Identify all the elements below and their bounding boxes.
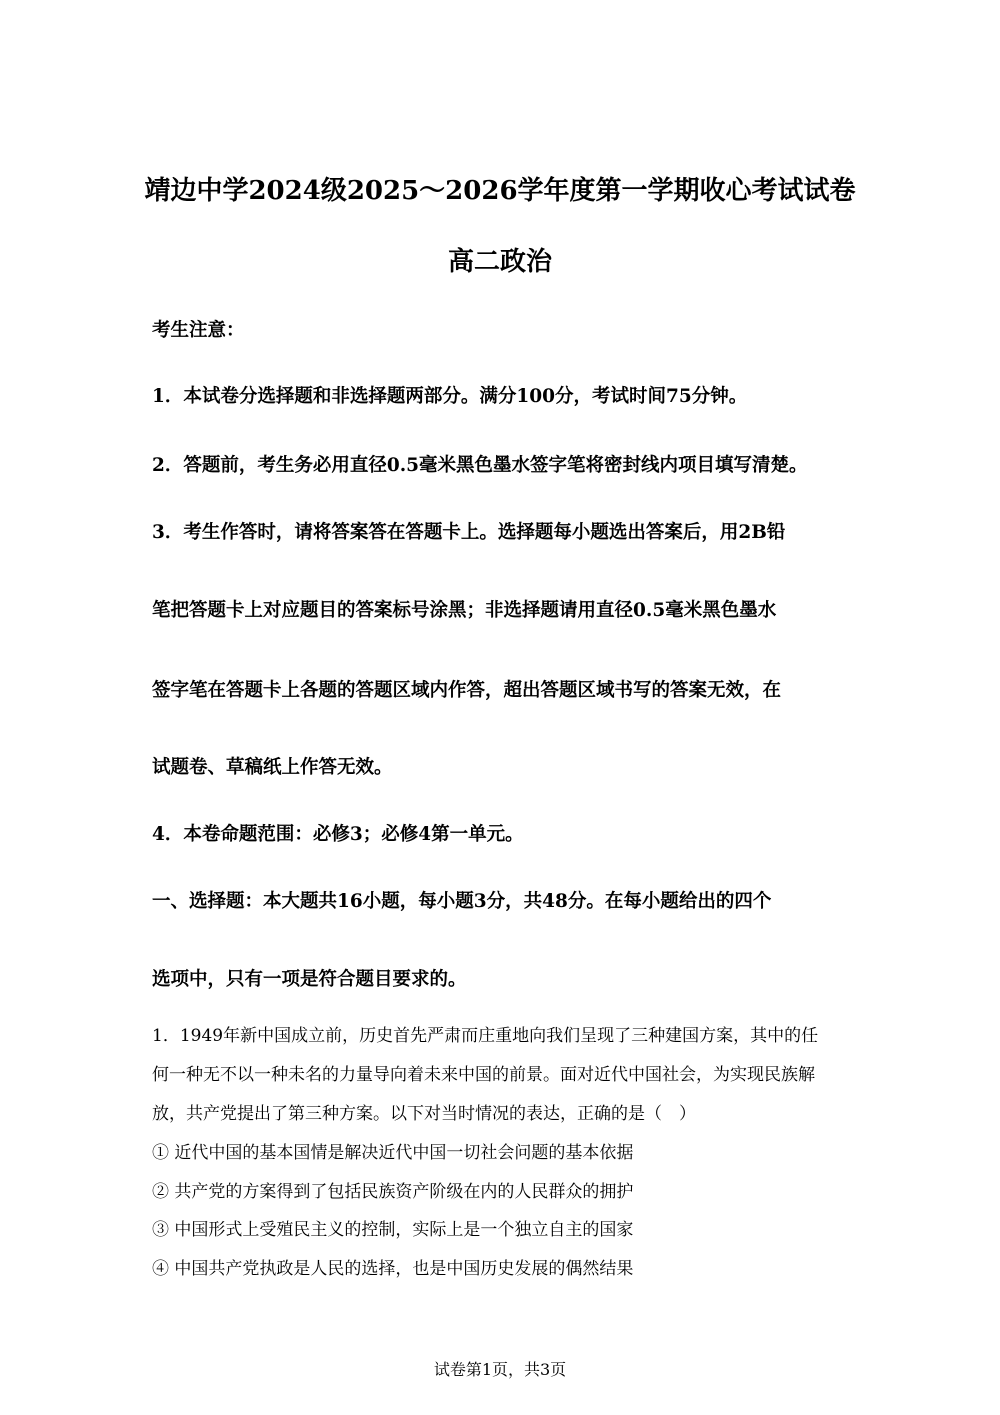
notice-item-3-line-4: 试题卷、草稿纸上作答无效。 xyxy=(152,757,393,778)
question-1-option-1: ① 近代中国的基本国情是解决近代中国一切社会问题的基本依据 xyxy=(152,1143,634,1163)
notice-item-3-line-1: 3．考生作答时，请将答案答在答题卡上。选择题每小题选出答案后，用2B铅 xyxy=(152,522,786,543)
question-1-option-3: ③ 中国形式上受殖民主义的控制，实际上是一个独立自主的国家 xyxy=(152,1220,634,1240)
notice-item-2: 2．答题前，考生务必用直径0.5毫米黑色墨水签字笔将密封线内项目填写清楚。 xyxy=(152,455,808,476)
section-heading-line-2: 选项中，只有一项是符合题目要求的。 xyxy=(152,969,467,990)
question-1-stem-line-2: 何一种无不以一种未名的力量导向着未来中国的前景。面对近代中国社会，为实现民族解 xyxy=(152,1065,815,1085)
notice-item-3-line-2: 笔把答题卡上对应题目的答案标号涂黑；非选择题请用直径0.5毫米黑色墨水 xyxy=(152,600,777,621)
notice-item-4: 4．本卷命题范围：必修3；必修4第一单元。 xyxy=(152,824,524,845)
question-1-stem-line-1: 1．1949年新中国成立前，历史首先严肃而庄重地向我们呈现了三种建国方案，其中的任 xyxy=(152,1026,819,1046)
exam-subject: 高二政治 xyxy=(447,247,552,277)
section-heading-line-1: 一、选择题：本大题共16小题，每小题3分，共48分。在每小题给出的四个 xyxy=(152,891,772,912)
notice-heading: 考生注意： xyxy=(152,320,245,341)
question-1-option-4: ④ 中国共产党执政是人民的选择，也是中国历史发展的偶然结果 xyxy=(152,1259,634,1279)
page-footer: 试卷第1页，共3页 xyxy=(433,1360,567,1379)
question-1-option-2: ② 共产党的方案得到了包括民族资产阶级在内的人民群众的拥护 xyxy=(152,1182,634,1202)
question-1-stem-line-3: 放，共产党提出了第三种方案。以下对当时情况的表达，正确的是（ ） xyxy=(152,1104,696,1124)
notice-item-3-line-3: 签字笔在答题卡上各题的答题区域内作答，超出答题区域书写的答案无效，在 xyxy=(152,680,782,701)
notice-item-1: 1．本试卷分选择题和非选择题两部分。满分100分，考试时间75分钟。 xyxy=(152,386,748,407)
exam-title: 靖边中学2024级2025～2026学年度第一学期收心考试试卷 xyxy=(144,176,856,206)
